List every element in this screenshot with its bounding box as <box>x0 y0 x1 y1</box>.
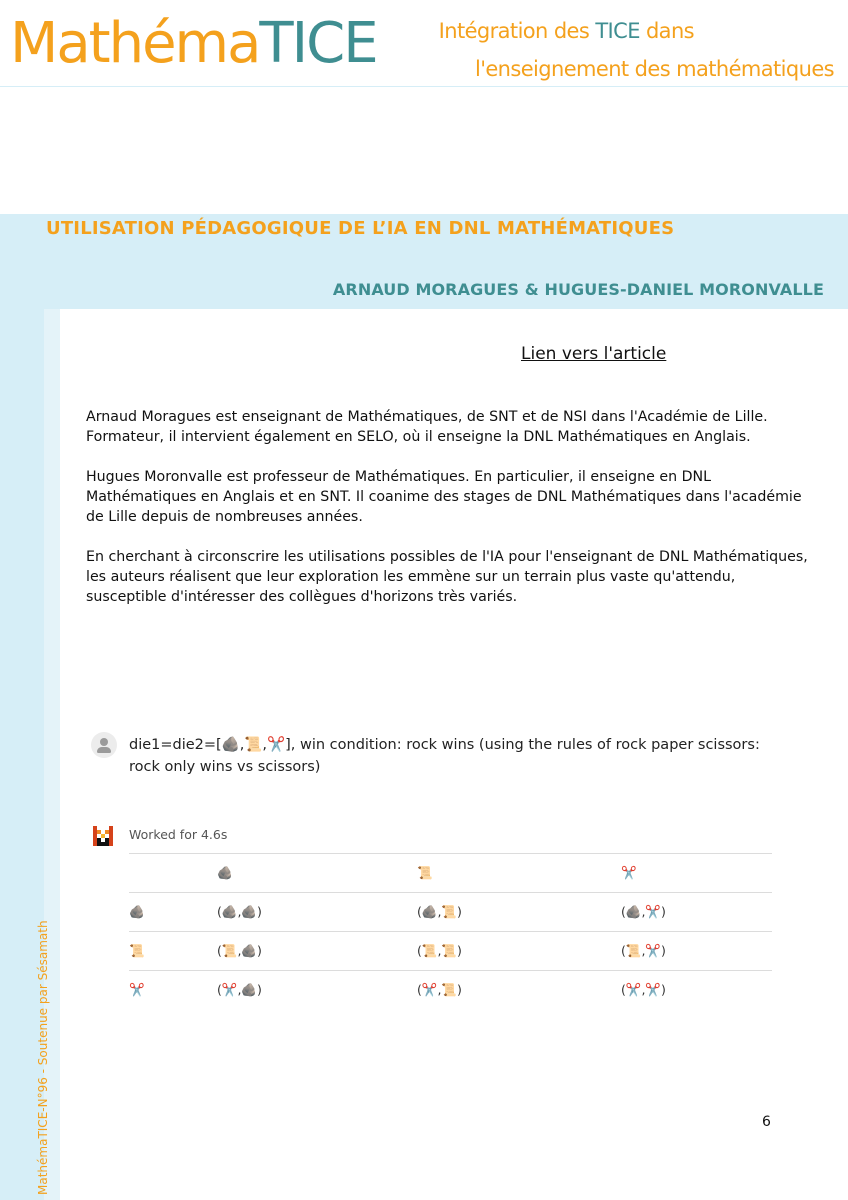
article-authors: ARNAUD MORAGUES & HUGUES-DANIEL MORONVALLE <box>332 280 824 299</box>
article-link[interactable]: Lien vers l'article <box>521 344 667 364</box>
table-header-cell: 📜 <box>417 854 621 893</box>
table-cell: (📜,✂️) <box>621 932 772 971</box>
tagline-line-2: l'enseignement des mathématiques <box>474 57 834 81</box>
table-cell: (📜,🪨) <box>217 932 417 971</box>
table-cell: (🪨,📜) <box>417 893 621 932</box>
table-cell: (🪨,🪨) <box>217 893 417 932</box>
table-cell: (✂️,✂️) <box>621 971 772 1010</box>
table-row <box>129 893 772 932</box>
chat-screenshot <box>86 728 776 1028</box>
table-cell: (✂️,📜) <box>417 971 621 1010</box>
table-header-cell <box>129 854 217 893</box>
table-header-cell: 🪨 <box>217 854 417 893</box>
table-cell: (✂️,🪨) <box>217 971 417 1010</box>
mathematice-logo <box>10 6 377 82</box>
table-cell: 📜 <box>129 932 217 971</box>
article-body <box>86 407 816 627</box>
table-cell: 🪨 <box>129 893 217 932</box>
worked-for-status: Worked for 4.6s <box>129 827 228 842</box>
tagline-text-c: dans <box>639 19 694 43</box>
table-cell: ✂️ <box>129 971 217 1010</box>
user-avatar-icon <box>91 732 117 758</box>
paragraph-moronvalle: Hugues Moronvalle est professeur de Mathématiques. En particulier, il enseigne en DNL Mathématiques en Anglais et en SNT. Il coanime des stages de DNL Mathématiques dans l'académie de Lille depuis de nombreuses années. <box>86 469 802 525</box>
header-divider <box>0 86 848 87</box>
page-number: 6 <box>762 1114 771 1130</box>
table-cell: (📜,📜) <box>417 932 621 971</box>
tagline-line-1 <box>434 12 834 50</box>
table-row <box>129 971 772 1010</box>
paragraph-exploration: En cherchant à circonscrire les utilisations possibles de l'IA pour l'enseignant de DNL Mathématiques, les auteurs réalisent que leur exploration les emmène sur un terrain plus vaste qu'attendu, susceptible d'intéresser des collègues d'horizons très variés. <box>86 549 808 605</box>
table-header-row <box>129 854 772 893</box>
chat-prompt: die1=die2=[🪨,📜,✂️], win condition: rock wins (using the rules of rock paper scissors: rock only wins vs scissors) <box>129 737 760 775</box>
page-header <box>0 0 848 86</box>
table-header-cell: ✂️ <box>621 854 772 893</box>
outcome-table <box>129 853 772 1010</box>
logo-part-mathema: Mathéma <box>10 11 260 76</box>
table-cell: (🪨,✂️) <box>621 893 772 932</box>
logo-part-tice: TICE <box>259 11 377 76</box>
header-tagline <box>434 12 834 88</box>
table-row <box>129 932 772 971</box>
side-footer-text: MathémaTICE-N°96 - Soutenue par Sésamath <box>36 920 50 1195</box>
tagline-text-tice: TICE <box>595 19 640 43</box>
mistral-logo-icon <box>93 826 113 846</box>
tagline-text-a: Intégration des <box>438 19 596 43</box>
article-title: UTILISATION PÉDAGOGIQUE DE L’IA EN DNL MATHÉMATIQUES <box>46 218 675 239</box>
paragraph-moragues: Arnaud Moragues est enseignant de Mathématiques, de SNT et de NSI dans l'Académie de Lille. Formateur, il intervient également en SELO, où il enseigne la DNL Mathématiques en Anglais. <box>86 409 768 445</box>
